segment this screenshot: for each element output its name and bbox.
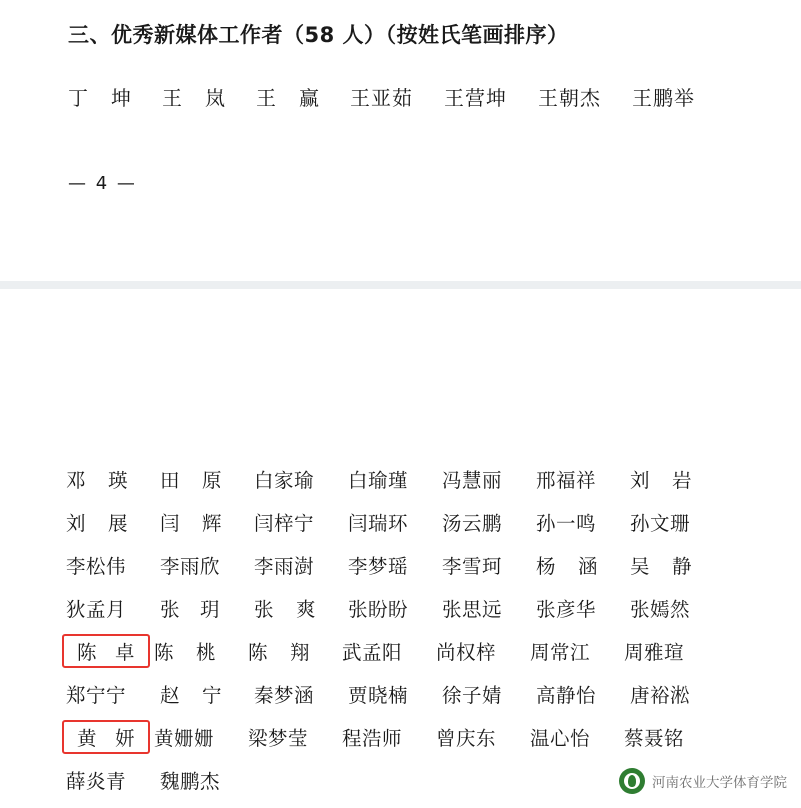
name-item: 曾庆东 bbox=[436, 726, 497, 750]
name-item: 闫梓宁 bbox=[254, 511, 315, 535]
name-item: 尚权梓 bbox=[436, 640, 497, 664]
name-item: 张 玥 bbox=[160, 597, 221, 621]
page-fragment-top bbox=[0, 0, 801, 194]
name-item: 张 爽 bbox=[254, 597, 316, 621]
name-item: 王 赢 bbox=[256, 86, 320, 110]
name-item: 秦梦涵 bbox=[254, 683, 315, 707]
name-item: 张盼盼 bbox=[348, 597, 409, 621]
name-row bbox=[62, 586, 752, 629]
name-item: 郑宁宁 bbox=[66, 683, 127, 707]
name-item: 黄姗姗 bbox=[154, 726, 215, 750]
name-item: 周雅瑄 bbox=[624, 640, 685, 664]
leaf-logo-icon bbox=[619, 768, 645, 794]
name-item: 刘 岩 bbox=[630, 468, 692, 492]
name-item-highlighted: 陈 卓 bbox=[62, 634, 150, 668]
name-item: 王 岚 bbox=[162, 86, 226, 110]
name-item: 魏鹏杰 bbox=[160, 769, 221, 793]
name-row bbox=[62, 672, 752, 715]
name-item: 王营坤 bbox=[444, 86, 507, 110]
name-item: 白家瑜 bbox=[254, 468, 315, 492]
page-separator bbox=[0, 281, 801, 289]
name-item: 闫 辉 bbox=[160, 511, 222, 535]
name-item: 薛炎青 bbox=[66, 769, 127, 793]
name-item: 刘 展 bbox=[66, 511, 128, 535]
page-marker: — 4 — bbox=[68, 173, 137, 194]
name-item: 汤云鹏 bbox=[442, 511, 503, 535]
name-item: 邢福祥 bbox=[536, 468, 597, 492]
name-item: 王鹏举 bbox=[632, 86, 695, 110]
name-row bbox=[62, 543, 752, 586]
name-item: 李雨澍 bbox=[254, 554, 315, 578]
name-row bbox=[62, 629, 752, 672]
name-item: 孙一鸣 bbox=[536, 511, 597, 535]
name-row bbox=[62, 715, 752, 758]
name-item: 陈 翔 bbox=[248, 640, 310, 664]
name-item: 闫瑞环 bbox=[348, 511, 409, 535]
name-item: 杨 涵 bbox=[536, 554, 598, 578]
name-item: 贾晓楠 bbox=[348, 683, 409, 707]
name-item: 李雪珂 bbox=[442, 554, 503, 578]
section-heading: 三、优秀新媒体工作者（58 人）（按姓氏笔画排序） bbox=[68, 23, 569, 47]
name-item: 邓 瑛 bbox=[66, 468, 128, 492]
name-item: 白瑜瑾 bbox=[348, 468, 409, 492]
top-names-row bbox=[0, 82, 801, 111]
name-item: 徐子婧 bbox=[442, 683, 503, 707]
name-item: 唐裕淞 bbox=[630, 683, 691, 707]
name-item-highlighted: 黄 妍 bbox=[62, 720, 150, 754]
name-item: 李梦瑶 bbox=[348, 554, 409, 578]
name-item: 冯慧丽 bbox=[442, 468, 503, 492]
name-item: 狄孟月 bbox=[66, 597, 127, 621]
name-row bbox=[62, 457, 752, 500]
name-item: 张嫣然 bbox=[630, 597, 691, 621]
name-item: 梁梦莹 bbox=[248, 726, 309, 750]
name-item: 张思远 bbox=[442, 597, 503, 621]
account-badge[interactable] bbox=[619, 768, 787, 794]
name-item: 温心怡 bbox=[530, 726, 591, 750]
name-item: 程浩师 bbox=[342, 726, 403, 750]
name-item: 赵 宁 bbox=[160, 683, 222, 707]
name-item: 武孟阳 bbox=[342, 640, 403, 664]
name-item: 李松伟 bbox=[66, 554, 127, 578]
name-item: 蔡聂铭 bbox=[624, 726, 685, 750]
name-item: 高静怡 bbox=[536, 683, 597, 707]
name-grid bbox=[62, 457, 752, 801]
name-item: 张彦华 bbox=[536, 597, 597, 621]
name-row bbox=[62, 500, 752, 543]
name-item: 吴 静 bbox=[630, 554, 692, 578]
name-item: 王朝杰 bbox=[538, 86, 601, 110]
page-fragment-bottom bbox=[0, 289, 801, 808]
name-item: 周常江 bbox=[530, 640, 591, 664]
name-item: 李雨欣 bbox=[160, 554, 221, 578]
name-item: 王亚茹 bbox=[350, 86, 413, 110]
account-name: 河南农业大学体育学院 bbox=[652, 775, 787, 791]
name-item: 丁 坤 bbox=[68, 86, 132, 110]
name-item: 孙文珊 bbox=[630, 511, 691, 535]
name-item: 田 原 bbox=[160, 468, 222, 492]
name-item: 陈 桃 bbox=[154, 640, 216, 664]
